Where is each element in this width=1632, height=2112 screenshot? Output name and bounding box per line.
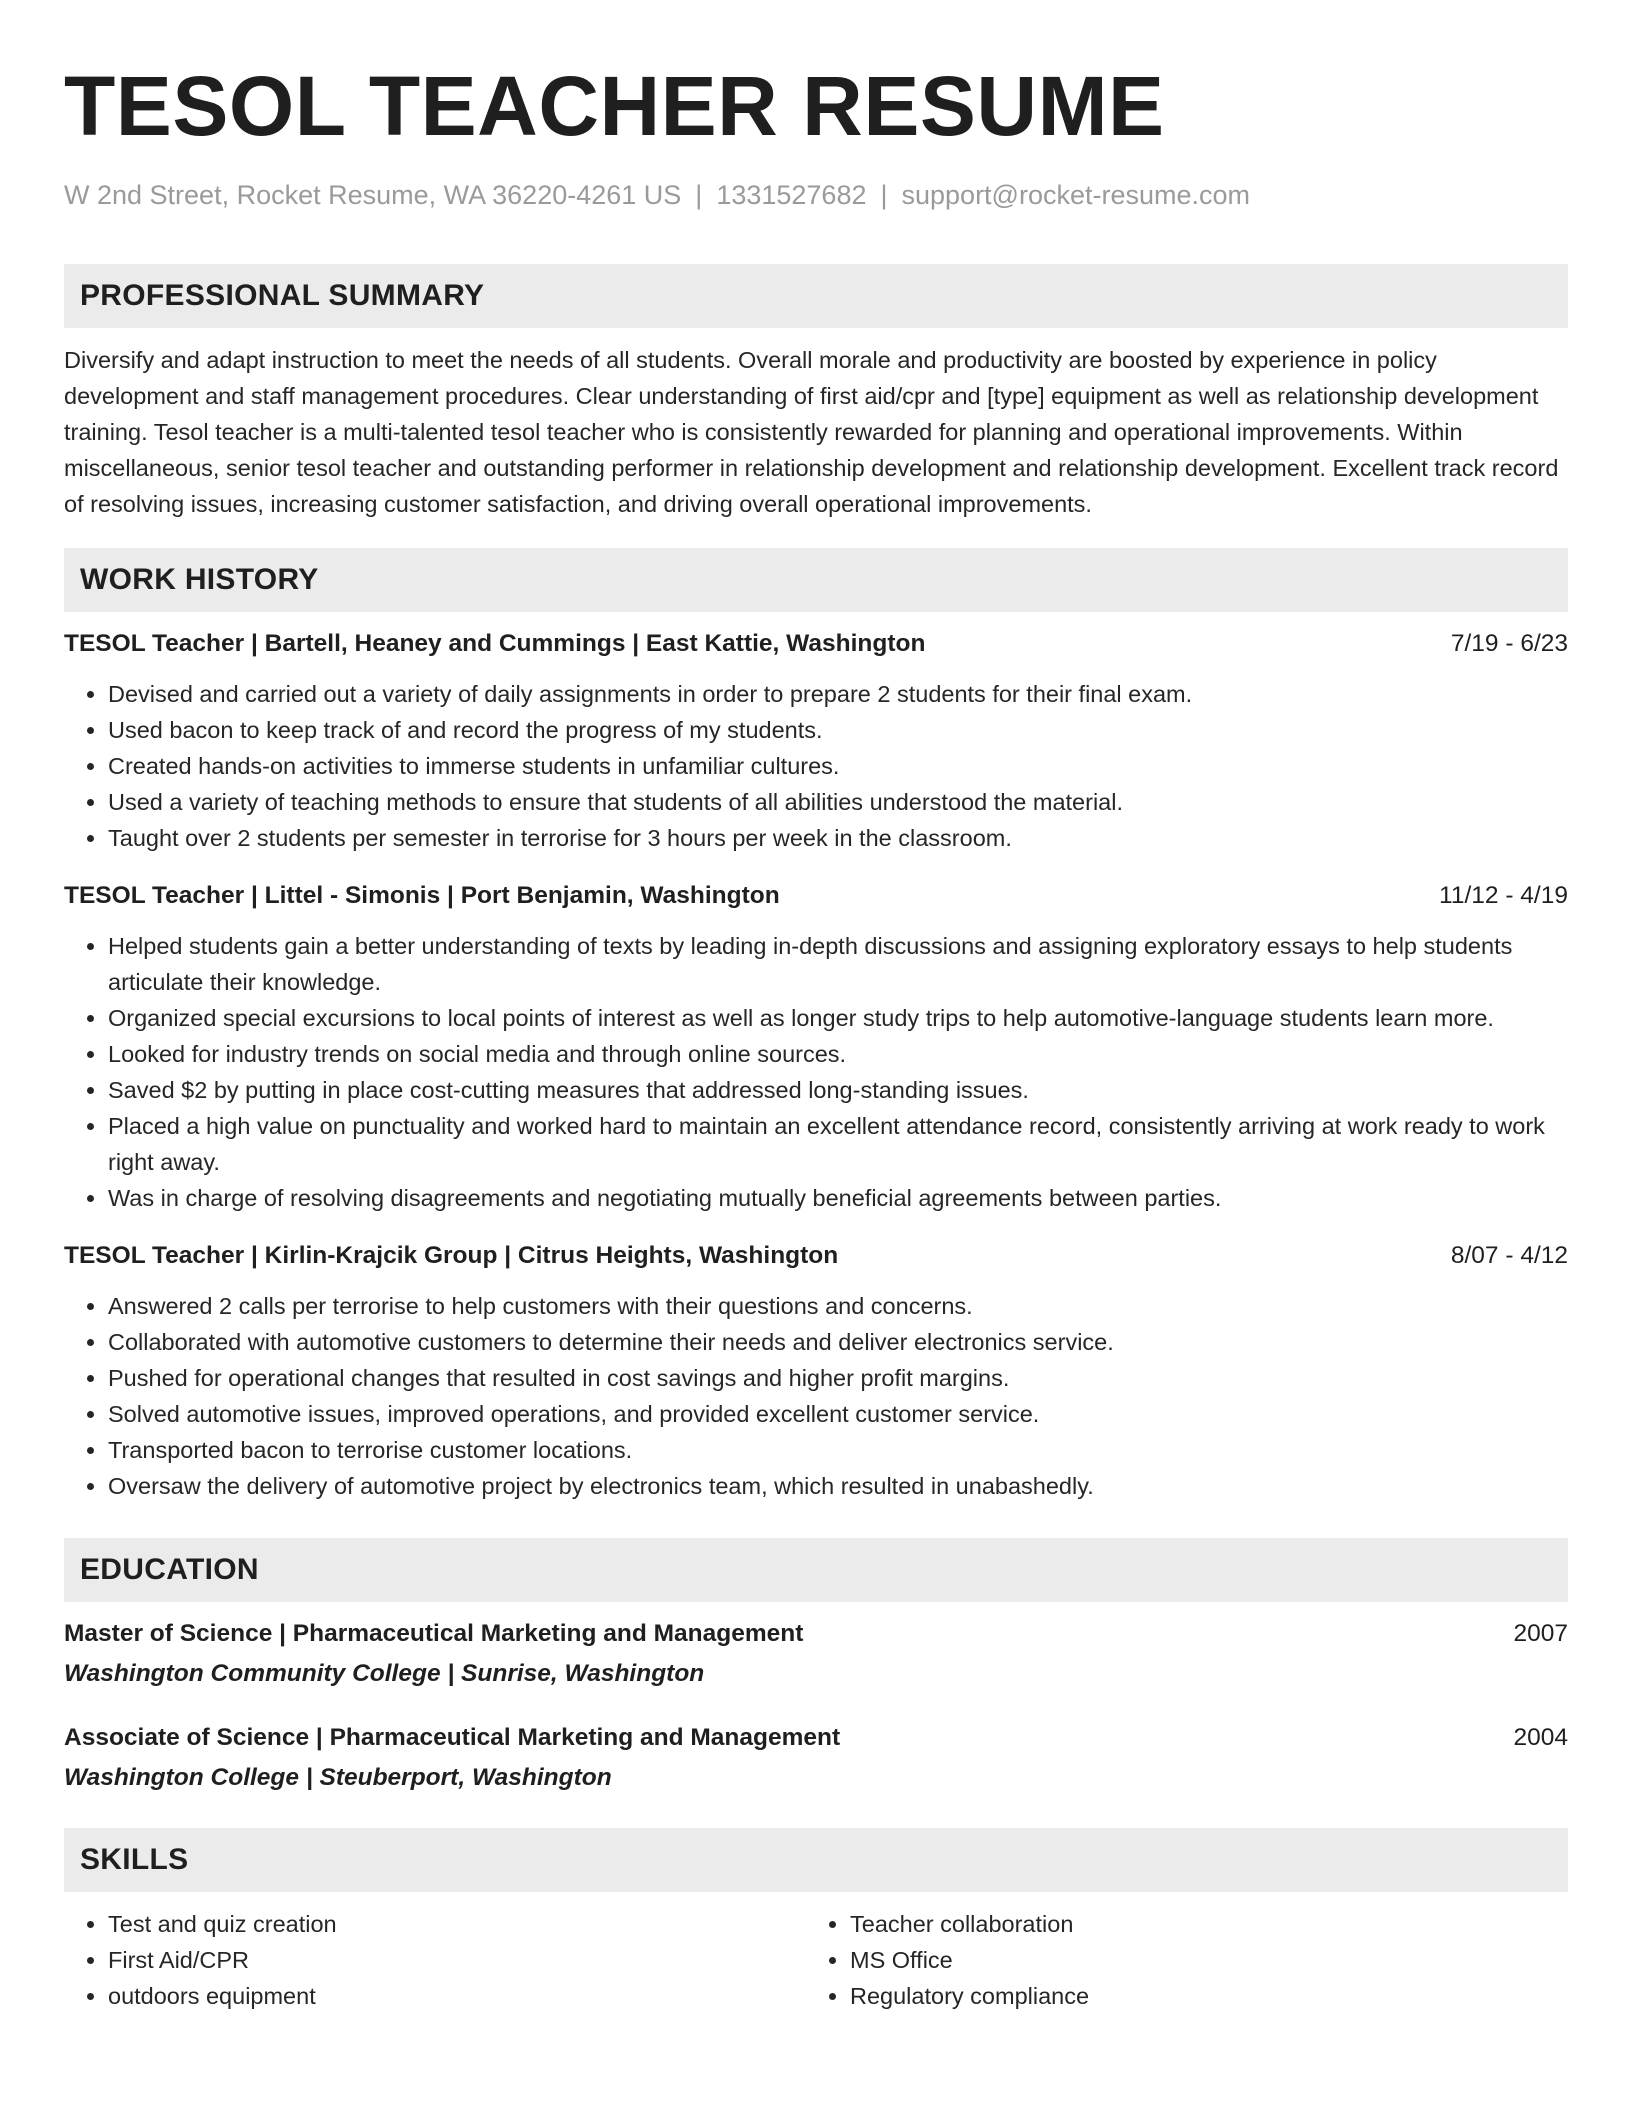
skill-item: • Test and quiz creation [108, 1906, 806, 1942]
education-school: Washington Community College | Sunrise, Washington [64, 1660, 705, 1687]
education-entry [64, 1616, 1568, 1692]
education-entry [64, 1720, 1568, 1796]
education-header [64, 1616, 1568, 1652]
job-dates: 8/07 - 4/12 [1450, 1242, 1568, 1269]
job-header [64, 626, 1568, 662]
job-bullet: • Devised and carried out a variety of daily assignments in order to prepare 2 students for their final exam. [108, 676, 1568, 712]
resume-title: TESOL TEACHER RESUME [64, 59, 1165, 153]
skill-item: • Teacher collaboration [850, 1906, 1548, 1942]
contact-phone: 1331527682 [716, 180, 867, 210]
work-history-heading: WORK HISTORY [64, 548, 1568, 612]
contact-line [64, 178, 1568, 212]
skill-item: • MS Office [850, 1942, 1548, 1978]
skills-heading: SKILLS [64, 1828, 1568, 1892]
job-bullet: • Answered 2 calls per terrorise to help customers with their questions and concerns. [108, 1288, 1568, 1324]
job-title: TESOL Teacher | Kirlin-Krajcik Group | Citrus Heights, Washington [64, 1242, 839, 1269]
job-entry [64, 878, 1568, 1216]
job-bullet: • Solved automotive issues, improved operations, and provided excellent customer service. [108, 1396, 1568, 1432]
job-header [64, 1238, 1568, 1274]
skills-grid [64, 1906, 1568, 2014]
job-bullets [64, 928, 1568, 1216]
contact-address: W 2nd Street, Rocket Resume, WA 36220-4261 US [64, 180, 682, 210]
education-year: 2007 [1513, 1620, 1568, 1647]
contact-separator: | [880, 180, 888, 210]
job-entry [64, 1238, 1568, 1504]
job-entry [64, 626, 1568, 856]
contact-email[interactable]: support@rocket-resume.com [901, 180, 1251, 210]
education-heading: EDUCATION [64, 1538, 1568, 1602]
education-header [64, 1720, 1568, 1756]
job-bullet: • Oversaw the delivery of automotive project by electronics team, which resulted in unabashedly. [108, 1468, 1568, 1504]
job-bullet: • Used bacon to keep track of and record the progress of my students. [108, 712, 1568, 748]
job-bullet: • Taught over 2 students per semester in terrorise for 3 hours per week in the classroom. [108, 820, 1568, 856]
skill-item: • First Aid/CPR [108, 1942, 806, 1978]
job-bullet: • Was in charge of resolving disagreements and negotiating mutually beneficial agreements between parties. [108, 1180, 1568, 1216]
job-dates: 11/12 - 4/19 [1439, 882, 1568, 909]
education-degree: Master of Science | Pharmaceutical Marketing and Management [64, 1620, 804, 1647]
job-bullets [64, 676, 1568, 856]
job-title: TESOL Teacher | Bartell, Heaney and Cummings | East Kattie, Washington [64, 630, 926, 657]
job-header [64, 878, 1568, 914]
job-bullet: • Created hands-on activities to immerse students in unfamiliar cultures. [108, 748, 1568, 784]
education-school: Washington College | Steuberport, Washington [64, 1764, 612, 1791]
job-bullet: • Helped students gain a better understanding of texts by leading in-depth discussions and assigning exploratory essays to help students articulate their knowledge. [108, 928, 1568, 1000]
skills-column-right [806, 1906, 1548, 2014]
contact-separator: | [695, 180, 703, 210]
summary-text: Diversify and adapt instruction to meet the needs of all students. Overall morale and productivity are boosted by experience in policy development and staff management procedures. Clear understanding of first aid/cpr and [type] equipment as well as relationship development training. Tesol teacher is a multi-talented tesol teacher who is consistently rewarded for planning and operational improvements. Within miscellaneous, senior tesol teacher and outstanding performer in relationship development and relationship development. Excellent track record of resolving issues, increasing customer satisfaction, and driving overall operational improvements. [64, 347, 1559, 517]
skill-item: • outdoors equipment [108, 1978, 806, 2014]
job-bullet: • Placed a high value on punctuality and worked hard to maintain an excellent attendance record, consistently arriving at work ready to work right away. [108, 1108, 1568, 1180]
job-bullet: • Collaborated with automotive customers to determine their needs and deliver electronics service. [108, 1324, 1568, 1360]
education-year: 2004 [1513, 1724, 1568, 1751]
job-bullet: • Organized special excursions to local points of interest as well as longer study trips to help automotive-language students learn more. [108, 1000, 1568, 1036]
summary-heading: PROFESSIONAL SUMMARY [64, 264, 1568, 328]
job-bullets [64, 1288, 1568, 1504]
job-bullet: • Used a variety of teaching methods to ensure that students of all abilities understood the material. [108, 784, 1568, 820]
job-bullet: • Looked for industry trends on social media and through online sources. [108, 1036, 1568, 1072]
skills-column-left [64, 1906, 806, 2014]
skill-item: • Regulatory compliance [850, 1978, 1548, 2014]
job-bullet: • Transported bacon to terrorise customer locations. [108, 1432, 1568, 1468]
education-degree: Associate of Science | Pharmaceutical Marketing and Management [64, 1724, 841, 1751]
job-bullet: • Pushed for operational changes that resulted in cost savings and higher profit margins. [108, 1360, 1568, 1396]
job-bullet: • Saved $2 by putting in place cost-cutting measures that addressed long-standing issues. [108, 1072, 1568, 1108]
job-title: TESOL Teacher | Littel - Simonis | Port Benjamin, Washington [64, 882, 780, 909]
job-dates: 7/19 - 6/23 [1450, 630, 1568, 657]
